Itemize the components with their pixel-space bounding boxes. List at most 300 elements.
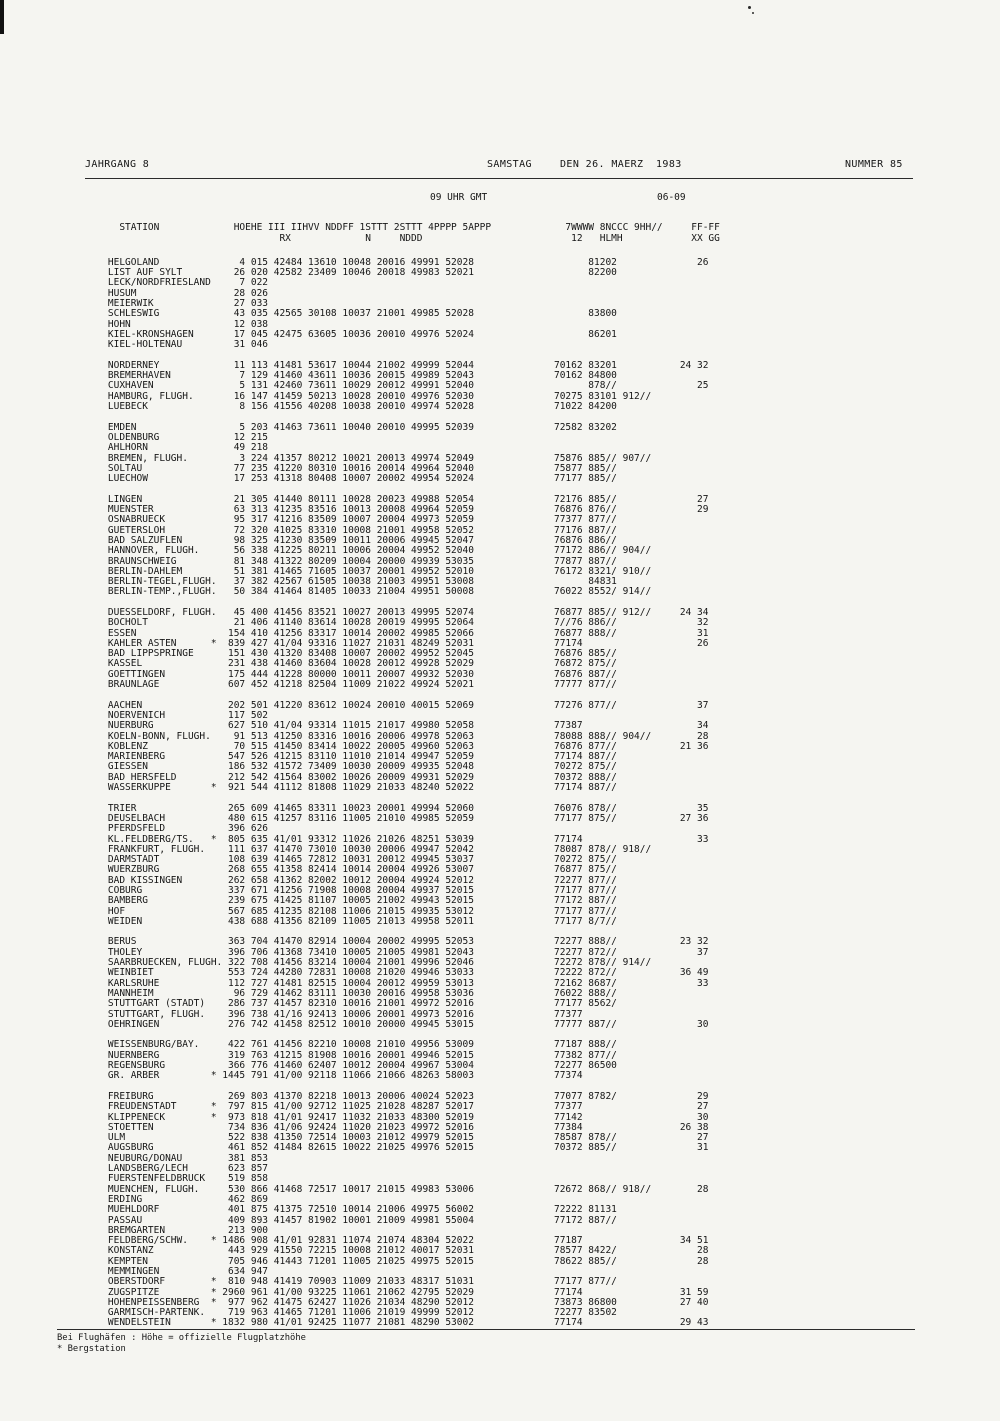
weather-group-values: 76876 887// [553,668,617,680]
station-name: KOELN-BONN, FLUGH. [107,730,211,742]
weather-group-values: 76872 875// [553,658,617,670]
wind-extreme-values: 26 [679,256,709,268]
header-rule [85,178,913,179]
observation-values: 797 815 41/00 92712 11025 21028 48287 52017 [222,1101,474,1113]
station-name: BREMERHAVEN [107,370,171,382]
station-name: FREIBURG [107,1090,154,1102]
column-station-label: STATION [119,222,160,234]
table-row [85,484,965,505]
station-name: BAD KISSINGEN [107,874,183,886]
weather-group-values: 81202 [553,256,617,268]
observation-values: 26 020 42582 23409 10046 20018 49983 52021 [222,267,474,279]
wind-extreme-values: 28 [679,1183,709,1195]
observation-values: 7 022 [222,277,269,289]
observation-values: 553 724 44280 72831 10008 21020 49946 53033 [222,967,474,979]
table-row [85,598,965,618]
station-name: COBURG [107,885,143,896]
observation-values: 51 381 41465 71605 10037 20001 49952 52010 [222,565,474,577]
station-name: FRANKFURT, FLUGH. [107,843,206,855]
station-name: KL.FELDBERG/TS. [107,833,194,845]
weather-group-values: 84831 [553,576,617,588]
observation-values: 269 803 41370 82218 10013 20006 40024 52023 [222,1090,474,1102]
weather-group-values: 77172 887// [553,1214,617,1226]
weather-group-values: 878// [553,380,617,392]
document-page [57,159,965,1355]
station-name: WENDELSTEIN [107,1317,171,1329]
observation-values: 973 818 41/01 92417 11032 21033 48300 52019 [222,1111,474,1123]
station-name: BREMGARTEN [107,1224,166,1236]
observation-values: 5 203 41463 73611 10040 20010 49995 52039 [222,421,474,433]
observation-values: 31 046 [222,339,269,351]
weather-group-values: 83800 [553,308,617,320]
station-name: SOLTAU [107,462,143,474]
wind-extreme-values: 21 36 [679,740,709,752]
weather-group-values: 70272 875// [553,761,617,773]
bergstation-marker: * [210,1070,217,1082]
observation-values: 363 704 41470 82914 10004 20002 49995 52053 [222,936,474,948]
station-name: OSNABRUECK [107,514,166,526]
station-table [85,248,965,1329]
column-header-line-1 [85,213,965,234]
station-name: ESSEN [107,627,137,639]
observation-time-label: 09 UHR GMT [430,192,488,203]
subheader-row [85,193,965,204]
station-name: WASSERKUPPE [107,782,171,794]
station-name: MUENSTER [107,504,154,516]
station-name: GARMISCH-PARTENK. [107,1307,206,1319]
observation-values: 337 671 41256 71908 10008 20004 49937 52015 [222,885,474,896]
weather-group-values: 77174 [553,833,583,845]
station-name: KOBLENZ [107,740,148,752]
station-name: KONSTANZ [107,1245,154,1257]
weather-group-values: 76876 876// [553,504,617,516]
wind-extreme-values: 30 [679,1111,709,1123]
station-name: MARIENBERG [107,751,166,763]
weather-group-values: 77174 887// [553,751,617,763]
station-group [85,248,965,351]
station-name: REGENSBURG [107,1060,166,1072]
scan-artifact [752,12,754,14]
weather-group-values: 76877 888// [553,627,617,639]
weather-group-values: 7//76 886// [553,617,617,629]
weather-group-values: 70162 84800 [553,370,617,382]
station-name: ERDING [107,1193,143,1205]
station-name: LUEBECK [107,401,148,413]
footnote-bergstation: * Bergstation [57,1343,126,1354]
observation-values: 2960 961 41/00 93225 11061 21062 42795 52029 [222,1286,474,1298]
station-name: WUERZBURG [107,864,160,876]
observation-values: 49 218 [222,442,269,454]
station-name: ZUGSPITZE [107,1286,160,1298]
weather-group-values: 72222 81131 [553,1204,617,1216]
station-name: OLDENBURG [107,431,160,443]
observation-values: 623 857 [222,1163,269,1175]
observation-values: 480 615 41257 83116 11005 21010 49985 52059 [222,812,474,824]
weather-group-values: 77877 887// [553,555,617,567]
weekday-label: SAMSTAG [487,159,532,170]
observation-values: 108 639 41465 72812 10031 20012 49945 53037 [222,854,474,866]
weather-group-values: 76022 888// [553,987,617,999]
station-name: WEISSENBURG/BAY. [107,1039,200,1051]
jahrgang-label: JAHRGANG 8 [85,159,150,170]
bergstation-marker: * [210,1286,217,1298]
station-name: BRAUNLAGE [107,679,160,691]
observation-values: 231 438 41460 83604 10028 20012 49928 52029 [222,658,474,670]
observation-values: 45 400 41456 83521 10027 20013 49995 52074 [222,606,474,618]
observation-values: 91 513 41250 83316 10016 20006 49978 52063 [222,730,474,742]
observation-values: 70 515 41450 83414 10022 20005 49960 52063 [222,740,474,752]
weather-group-values: 78577 8422/ [553,1245,617,1257]
weather-group-values: 77174 887// [553,782,617,794]
wind-extreme-values: 29 [679,504,709,516]
observation-values: 17 045 42475 63605 10036 20010 49976 52024 [222,328,474,340]
bergstation-marker: * [210,1101,217,1113]
wind-extreme-values: 34 51 [679,1235,709,1247]
station-name: GIESSEN [107,761,148,773]
observation-values: 634 947 [222,1265,269,1277]
observation-values: 50 384 41464 81405 10033 21004 49951 50008 [222,586,474,598]
station-name: GR. ARBER [107,1070,160,1082]
observation-values: 3 224 41357 80212 10021 20013 49974 52049 [222,452,474,464]
observation-values: 154 410 41256 83317 10014 20002 49985 52066 [222,627,474,639]
station-name: LUECHOW [107,473,148,485]
wind-extreme-values: 31 [679,627,709,639]
weather-group-values: 77172 886// 904// [553,545,652,557]
station-name: DARMSTADT [107,854,160,866]
observation-values: 268 655 41358 82414 10014 20004 49926 53007 [222,864,474,876]
weather-group-values: 82200 [553,267,617,279]
weather-group-values: 76876 886// [553,534,617,546]
weather-group-values: 76076 878// [553,802,617,814]
period-label: 06-09 [657,192,686,203]
weather-group-values: 78087 878// 918// [553,843,652,855]
weather-group-values: 77176 887// [553,524,617,536]
issue-number-label: NUMMER 85 [845,159,903,170]
weather-group-values: 76877 885// 912// [553,606,652,618]
weather-group-values: 77174 [553,637,583,649]
wind-extreme-values: 27 36 [679,812,709,824]
observation-values: 839 427 41/04 93316 11027 21031 48249 52031 [222,637,474,649]
column-right-groups-label: 7WWWW 8NCCC 9HH// [565,222,663,234]
weather-group-values: 72277 877// [553,874,617,886]
table-row [85,412,965,433]
year-label: 1983 [656,159,682,170]
observation-values: 63 313 41235 83516 10013 20008 49964 52059 [222,504,474,516]
station-group [85,351,965,413]
weather-group-values: 76022 8552/ 914// [553,586,652,598]
observation-values: 213 900 [222,1224,269,1236]
station-name: SAARBRUECKEN, FLUGH. [107,957,223,969]
observation-values: 607 452 41218 82504 11009 21022 49924 52021 [222,679,474,691]
observation-values: 567 685 41235 82108 11006 21015 49935 53012 [222,905,474,917]
bergstation-marker: * [210,1296,217,1308]
observation-values: 212 542 41564 83002 10026 20009 49931 52029 [222,771,474,783]
weather-group-values: 77142 [553,1111,583,1123]
weather-group-values: 70162 83201 [553,359,617,371]
station-name: MANNHEIM [107,987,154,999]
date-label: DEN 26. MAERZ [560,159,644,170]
weather-group-values: 77187 [553,1235,583,1247]
station-name: HOHN [107,318,131,330]
observation-values: 111 637 41470 73010 10030 20006 49947 52042 [222,843,474,855]
weather-group-values: 76172 8321/ 910// [553,565,652,577]
observation-values: 443 929 41550 72215 10008 21012 40017 52031 [222,1245,474,1257]
observation-values: 175 444 41228 80000 10011 20007 49932 52030 [222,668,474,680]
wind-extreme-values: 29 [679,1090,709,1102]
weather-group-values: 76877 875// [553,864,617,876]
weather-group-values: 72162 8687/ [553,977,617,989]
column-main-groups-label: HOEHE III IIHVV NDDFF 1STTT 2STTT 4PPPP 5APPP [233,222,492,234]
observation-values: 186 532 41572 73409 10030 20009 49935 52048 [222,761,474,773]
station-name: KAHLER ASTEN [107,637,177,649]
station-name: BOCHOLT [107,617,148,629]
weather-group-values: 72582 83202 [553,421,617,433]
observation-values: 319 763 41215 81908 10016 20001 49946 52015 [222,1049,474,1061]
column-ff-sub-label: XX GG [691,232,720,244]
column-main-sub-label: RX N NDDD [233,232,423,244]
station-name: BAD SALZUFLEN [107,534,183,546]
station-name: BERLIN-TEMP.,FLUGH. [107,586,217,598]
observation-values: 56 338 41225 80211 10006 20004 49952 52040 [222,545,474,557]
weather-group-values: 73873 86800 [553,1296,617,1308]
bergstation-marker: * [210,1111,217,1123]
wind-extreme-values: 26 [679,637,709,649]
weather-group-values: 77177 885// [553,473,617,485]
column-ff-label: FF-FF [691,222,720,234]
wind-extreme-values: 37 [679,946,709,958]
weather-group-values: 70372 888// [553,771,617,783]
station-name: KARLSRUHE [107,977,160,989]
observation-values: 37 382 42567 61505 10038 21003 49951 53008 [222,576,474,588]
observation-values: 396 706 41368 73410 10005 21005 49981 52043 [222,946,474,958]
weather-group-values: 77177 8562/ [553,998,617,1010]
station-name: FUERSTENFELDBRUCK [107,1173,206,1185]
station-name: NORDERNEY [107,359,160,371]
station-group [85,793,965,927]
station-name: MUEHLDORF [107,1204,160,1216]
weather-group-values: 77374 [553,1070,583,1082]
station-name: ULM [107,1132,126,1144]
weather-group-values: 77077 8782/ [553,1090,617,1102]
station-name: OBERSTDORF [107,1276,166,1288]
weather-group-values: 77174 [553,1286,583,1298]
observation-values: 396 738 41/16 92413 10006 20001 49973 52016 [222,1008,474,1020]
wind-extreme-values: 34 [679,720,709,732]
station-name: LECK/NORDFRIESLAND [107,277,211,289]
station-name: WEINBIET [107,967,154,979]
footer-rule [57,1329,915,1330]
wind-extreme-values: 36 49 [679,967,709,979]
bergstation-marker: * [210,1235,217,1247]
wind-extreme-values: 33 [679,833,709,845]
bergstation-marker: * [210,1276,217,1288]
weather-group-values: 77177 875// [553,812,617,824]
weather-group-values: 72277 888// [553,936,617,948]
wind-extreme-values: 37 [679,699,709,711]
weather-group-values: 77177 877// [553,885,617,896]
station-group [85,484,965,598]
station-name: NEUBURG/DONAU [107,1152,183,1164]
weather-group-values: 78088 888// 904// [553,730,652,742]
weather-group-values: 77777 887// [553,1018,617,1030]
weather-group-values: 70372 885// [553,1142,617,1154]
observation-values: 27 033 [222,298,269,310]
weather-group-values: 72277 86500 [553,1060,617,1072]
wind-extreme-values: 32 [679,617,709,629]
table-row [85,248,965,268]
observation-values: 95 317 41216 83509 10007 20004 49973 52059 [222,514,474,526]
wind-extreme-values: 28 [679,1255,709,1267]
wind-extreme-values: 26 38 [679,1121,709,1133]
station-name: MEMMINGEN [107,1265,160,1277]
wind-extreme-values: 27 [679,1101,709,1113]
observation-values: 16 147 41459 50213 10028 20010 49976 52030 [222,390,474,402]
observation-values: 262 658 41362 82002 10012 20004 49924 52012 [222,874,474,886]
station-name: DUESSELDORF, FLUGH. [107,606,217,618]
weather-group-values: 78622 885// [553,1255,617,1267]
weather-group-values: 75876 885// 907// [553,452,652,464]
observation-values: 117 502 [222,709,269,721]
observation-values: 286 737 41457 82310 10016 21001 49972 52016 [222,998,474,1010]
observation-values: 519 858 [222,1173,269,1185]
observation-values: 21 406 41140 83614 10028 20019 49995 52064 [222,617,474,629]
weather-group-values: 72277 83502 [553,1307,617,1319]
station-name: HOF [107,905,126,917]
observation-values: 438 688 41356 82109 11005 21013 49958 52011 [222,915,474,927]
weather-group-values: 71022 84200 [553,401,617,413]
weather-group-values: 77377 [553,1008,583,1020]
observation-values: 461 852 41484 82615 10022 21025 49976 52015 [222,1142,474,1154]
footnote-flugplatz: Bei Flughäfen : Höhe = offizielle Flugplatzhöhe [57,1332,306,1343]
observation-values: 98 325 41230 83509 10011 20006 49945 52047 [222,534,474,546]
station-name: DEUSELBACH [107,812,166,824]
station-name: KIEL-HOLTENAU [107,339,183,351]
station-name: EMDEN [107,421,137,433]
observation-values: 322 708 41456 83214 10004 21001 49996 52046 [222,957,474,969]
wind-extreme-values: 23 32 [679,936,709,948]
station-name: CUXHAVEN [107,380,154,392]
wind-extreme-values: 29 43 [679,1317,709,1329]
station-group [85,1082,965,1329]
station-name: HELGOLAND [107,256,160,268]
weather-group-values: 77276 877// [553,699,617,711]
wind-extreme-values: 31 59 [679,1286,709,1298]
wind-extreme-values: 30 [679,1018,709,1030]
station-name: KASSEL [107,658,143,670]
observation-values: 396 626 [222,823,269,835]
station-name: BERLIN-DAHLEM [107,565,183,577]
station-name: AUGSBURG [107,1142,154,1154]
observation-values: 7 129 41460 43611 10036 20015 49989 52043 [222,370,474,382]
station-group [85,412,965,485]
observation-values: 21 305 41440 80111 10028 20023 49988 52054 [222,493,474,505]
column-headers [85,213,965,244]
observation-values: 151 430 41320 83408 10007 20002 49952 52045 [222,648,474,660]
station-name: STUTTGART, FLUGH. [107,1008,206,1020]
weather-group-values: 76876 885// [553,648,617,660]
weather-group-values: 86201 [553,328,617,340]
station-name: HOHENPEISSENBERG [107,1296,200,1308]
observation-values: 43 035 42565 30108 10037 21001 49985 52028 [222,308,474,320]
station-name: LINGEN [107,493,143,505]
station-name: AACHEN [107,699,143,711]
weather-group-values: 72277 872// [553,946,617,958]
weather-group-values: 77177 877// [553,1276,617,1288]
observation-values: 734 836 41/06 92424 11020 21023 49972 52016 [222,1121,474,1133]
observation-values: 627 510 41/04 93314 11015 21017 49980 52058 [222,720,474,732]
station-name: MUENCHEN, FLUGH. [107,1183,200,1195]
station-name: STOETTEN [107,1121,154,1133]
station-name: BAMBERG [107,895,148,907]
station-name: BRAUNSCHWEIG [107,555,177,567]
bergstation-marker: * [210,1317,217,1329]
scan-artifact [748,6,751,9]
wind-extreme-values: 31 [679,1142,709,1154]
weather-group-values: 70272 875// [553,854,617,866]
station-name: MEIERWIK [107,298,154,310]
weather-group-values: 75877 885// [553,462,617,474]
table-row [85,793,965,814]
observation-values: 17 253 41318 80408 10007 20002 49954 52024 [222,473,474,485]
wind-extreme-values: 28 [679,730,709,742]
wind-extreme-values: 33 [679,977,709,989]
weather-group-values: 77382 877// [553,1049,617,1061]
observation-values: 1832 980 41/01 92425 11077 21081 48290 53002 [222,1317,474,1329]
observation-values: 462 869 [222,1193,269,1205]
station-name: BERLIN-TEGEL,FLUGH. [107,576,217,588]
masthead [85,160,965,172]
observation-values: 77 235 41220 80310 10016 20014 49964 52040 [222,462,474,474]
weather-group-values: 76876 877// [553,740,617,752]
wind-extreme-values: 27 40 [679,1296,709,1308]
station-name: FREUDENSTADT [107,1101,177,1113]
station-name: BAD LIPPSPRINGE [107,648,194,660]
weather-group-values: 72222 872// [553,967,617,979]
observation-values: 805 635 41/01 93312 11026 21026 48251 53039 [222,833,474,845]
observation-values: 96 729 41462 83111 10030 20016 49958 53036 [222,987,474,999]
observation-values: 28 026 [222,287,269,299]
observation-values: 4 015 42484 13610 10048 20016 49991 52028 [222,256,474,268]
station-group [85,598,965,691]
station-name: LANDSBERG/LECH [107,1163,188,1175]
observation-values: 11 113 41481 53617 10044 21002 49999 52044 [222,359,474,371]
station-name: NUERNBERG [107,1049,160,1061]
station-group [85,1030,965,1082]
column-right-sub-label: 12 HLMH [565,232,623,244]
station-name: KIEL-KRONSHAGEN [107,328,194,340]
observation-values: 239 675 41425 81107 10005 21002 49943 52015 [222,895,474,907]
weather-group-values: 77377 877// [553,514,617,526]
footnotes [57,1333,965,1355]
wind-extreme-values: 25 [679,380,709,392]
station-name: FELDBERG/SCHW. [107,1235,188,1247]
wind-extreme-values: 27 [679,493,709,505]
weather-group-values: 77177 877// [553,905,617,917]
weather-group-values: 77384 [553,1121,583,1133]
wind-extreme-values: 28 [679,1245,709,1257]
table-row [85,927,965,948]
table-row [85,1030,965,1051]
weather-group-values: 77187 888// [553,1039,617,1051]
observation-values: 12 215 [222,431,269,443]
weather-group-values: 72672 868// 918// [553,1183,652,1195]
wind-extreme-values: 24 34 [679,606,709,618]
station-name: KLIPPENECK [107,1111,166,1123]
station-name: HUSUM [107,287,137,299]
station-name: GOETTINGEN [107,668,166,680]
station-name: NOERVENICH [107,709,166,721]
observation-values: 81 348 41322 80209 10004 20000 49939 53035 [222,555,474,567]
